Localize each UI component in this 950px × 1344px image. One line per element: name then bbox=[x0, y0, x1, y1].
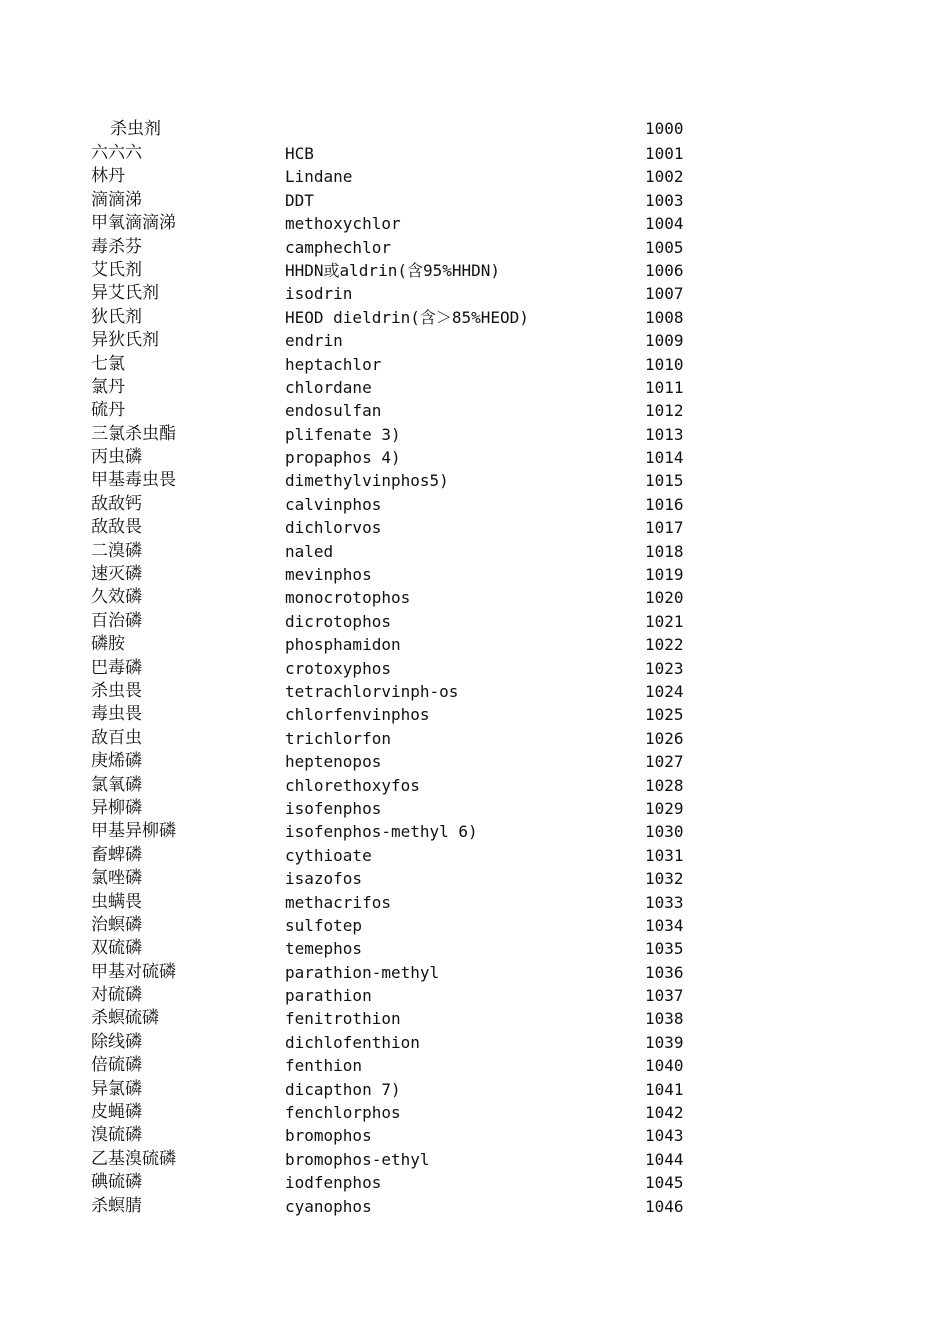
chinese-name-cell: 氯丹 bbox=[91, 376, 125, 397]
english-name-cell: calvinphos bbox=[285, 494, 382, 514]
english-name-cell: chlordane bbox=[285, 377, 372, 397]
english-name-cell: fenthion bbox=[285, 1056, 363, 1076]
chinese-name-cell: 甲基毒虫畏 bbox=[91, 470, 176, 491]
code-cell: 1006 bbox=[645, 260, 684, 280]
english-name-cell: HCB bbox=[285, 144, 314, 163]
chinese-name-cell: 甲基对硫磷 bbox=[91, 961, 176, 982]
code-cell: 1033 bbox=[645, 892, 684, 912]
english-name-cell: dimethylvinphos5) bbox=[285, 471, 449, 491]
table-row bbox=[0, 423, 950, 446]
english-name-cell: monocrotophos bbox=[285, 588, 411, 608]
english-name-cell: parathion bbox=[285, 986, 372, 1006]
english-name-cell: endrin bbox=[285, 331, 343, 351]
category-code: 1000 bbox=[645, 119, 684, 138]
chinese-name-cell: 敌百虫 bbox=[91, 727, 142, 748]
table-row bbox=[0, 703, 950, 726]
table-row bbox=[0, 984, 950, 1007]
code-cell: 1018 bbox=[645, 541, 684, 561]
table-row bbox=[0, 540, 950, 563]
code-cell: 1026 bbox=[645, 728, 684, 748]
code-cell: 1045 bbox=[645, 1173, 684, 1193]
code-cell: 1019 bbox=[645, 565, 684, 585]
english-name-cell: isazofos bbox=[285, 869, 363, 889]
table-row bbox=[0, 657, 950, 680]
code-cell: 1022 bbox=[645, 635, 684, 655]
chinese-name-cell: 敌敌畏 bbox=[91, 517, 142, 538]
table-row bbox=[0, 1148, 950, 1171]
code-cell: 1005 bbox=[645, 237, 684, 257]
english-name-cell: heptachlor bbox=[285, 354, 382, 374]
chinese-name-cell: 皮蝇磷 bbox=[91, 1102, 142, 1123]
english-name-cell: HHDN或aldrin(含95%HHDN) bbox=[285, 260, 501, 280]
chinese-name-cell: 二溴磷 bbox=[91, 540, 142, 561]
table-row bbox=[0, 891, 950, 914]
code-cell: 1002 bbox=[645, 167, 684, 187]
chinese-name-cell: 硫丹 bbox=[91, 400, 125, 421]
table-header-row bbox=[0, 116, 950, 142]
chinese-name-cell: 丙虫磷 bbox=[91, 447, 142, 468]
english-name-cell: bromophos-ethyl bbox=[285, 1149, 430, 1169]
table-row bbox=[0, 353, 950, 376]
code-cell: 1039 bbox=[645, 1032, 684, 1052]
chinese-name-cell: 甲氧滴滴涕 bbox=[91, 213, 176, 234]
pesticide-table bbox=[0, 116, 950, 1218]
table-row bbox=[0, 142, 950, 165]
table-row bbox=[0, 1054, 950, 1077]
chinese-name-cell: 毒杀芬 bbox=[91, 236, 142, 257]
code-cell: 1014 bbox=[645, 448, 684, 468]
table-row bbox=[0, 797, 950, 820]
english-name-cell: bromophos bbox=[285, 1126, 372, 1146]
chinese-name-cell: 狄氏剂 bbox=[91, 306, 142, 327]
chinese-name-cell: 虫螨畏 bbox=[91, 891, 142, 912]
code-cell: 1028 bbox=[645, 775, 684, 795]
code-cell: 1046 bbox=[645, 1196, 684, 1216]
table-body bbox=[0, 142, 950, 1218]
table-row bbox=[0, 282, 950, 305]
chinese-name-cell: 倍硫磷 bbox=[91, 1055, 142, 1076]
table-row bbox=[0, 165, 950, 188]
code-cell: 1024 bbox=[645, 681, 684, 701]
chinese-name-cell: 对硫磷 bbox=[91, 985, 142, 1006]
code-cell: 1023 bbox=[645, 658, 684, 678]
table-row bbox=[0, 820, 950, 843]
code-cell: 1029 bbox=[645, 798, 684, 818]
table-row bbox=[0, 1031, 950, 1054]
english-name-cell: endosulfan bbox=[285, 401, 382, 421]
code-cell: 1037 bbox=[645, 986, 684, 1006]
chinese-name-cell: 甲基异柳磷 bbox=[91, 821, 176, 842]
chinese-name-cell: 磷胺 bbox=[91, 634, 125, 655]
code-cell: 1032 bbox=[645, 869, 684, 889]
chinese-name-cell: 治螟磷 bbox=[91, 914, 142, 935]
code-cell: 1030 bbox=[645, 822, 684, 842]
code-cell: 1041 bbox=[645, 1079, 684, 1099]
english-name-cell: Lindane bbox=[285, 167, 353, 187]
table-row bbox=[0, 750, 950, 773]
chinese-name-cell: 毒虫畏 bbox=[91, 704, 142, 725]
english-name-cell: iodfenphos bbox=[285, 1173, 382, 1193]
code-cell: 1034 bbox=[645, 915, 684, 935]
chinese-name-cell: 巴毒磷 bbox=[91, 657, 142, 678]
table-row bbox=[0, 399, 950, 422]
english-name-cell: mevinphos bbox=[285, 565, 372, 585]
table-row bbox=[0, 306, 950, 329]
english-name-cell: cyanophos bbox=[285, 1196, 372, 1216]
chinese-name-cell: 碘硫磷 bbox=[91, 1172, 142, 1193]
table-row bbox=[0, 259, 950, 282]
chinese-name-cell: 三氯杀虫酯 bbox=[91, 423, 176, 444]
english-name-cell: DDT bbox=[285, 190, 314, 210]
code-cell: 1027 bbox=[645, 752, 684, 772]
code-cell: 1031 bbox=[645, 845, 684, 865]
table-row bbox=[0, 563, 950, 586]
english-name-cell: isodrin bbox=[285, 284, 353, 304]
category-title: 杀虫剂 bbox=[110, 119, 161, 139]
code-cell: 1017 bbox=[645, 518, 684, 538]
table-row bbox=[0, 937, 950, 960]
code-cell: 1020 bbox=[645, 588, 684, 608]
code-cell: 1007 bbox=[645, 284, 684, 304]
code-cell: 1040 bbox=[645, 1056, 684, 1076]
chinese-name-cell: 异狄氏剂 bbox=[91, 330, 159, 351]
table-row bbox=[0, 1007, 950, 1030]
chinese-name-cell: 庚烯磷 bbox=[91, 751, 142, 772]
chinese-name-cell: 林丹 bbox=[91, 166, 125, 187]
english-name-cell: naled bbox=[285, 541, 334, 561]
chinese-name-cell: 杀虫畏 bbox=[91, 680, 142, 701]
table-row bbox=[0, 469, 950, 492]
code-cell: 1012 bbox=[645, 401, 684, 421]
code-cell: 1021 bbox=[645, 611, 684, 631]
english-name-cell: dichlorvos bbox=[285, 518, 382, 538]
table-row bbox=[0, 516, 950, 539]
code-cell: 1015 bbox=[645, 471, 684, 491]
chinese-name-cell: 六六六 bbox=[91, 143, 142, 163]
english-name-cell: parathion-methyl bbox=[285, 962, 440, 982]
english-name-cell: methoxychlor bbox=[285, 214, 401, 234]
table-row bbox=[0, 376, 950, 399]
english-name-cell: propaphos 4) bbox=[285, 448, 401, 468]
chinese-name-cell: 除线磷 bbox=[91, 1031, 142, 1052]
table-row bbox=[0, 586, 950, 609]
chinese-name-cell: 溴硫磷 bbox=[91, 1125, 142, 1146]
english-name-cell: isofenphos bbox=[285, 798, 382, 818]
table-row bbox=[0, 1195, 950, 1218]
table-row bbox=[0, 1171, 950, 1194]
chinese-name-cell: 敌敌钙 bbox=[91, 493, 142, 514]
chinese-name-cell: 百治磷 bbox=[91, 610, 142, 631]
table-row bbox=[0, 236, 950, 259]
english-name-cell: trichlorfon bbox=[285, 728, 391, 748]
english-name-cell: fenitrothion bbox=[285, 1009, 401, 1029]
code-cell: 1036 bbox=[645, 962, 684, 982]
english-name-cell: dicapthon 7) bbox=[285, 1079, 401, 1099]
chinese-name-cell: 速灭磷 bbox=[91, 564, 142, 585]
table-row bbox=[0, 446, 950, 469]
table-row bbox=[0, 633, 950, 656]
code-cell: 1042 bbox=[645, 1103, 684, 1123]
code-cell: 1035 bbox=[645, 939, 684, 959]
english-name-cell: heptenopos bbox=[285, 752, 382, 772]
english-name-cell: methacrifos bbox=[285, 892, 391, 912]
code-cell: 1025 bbox=[645, 705, 684, 725]
table-row bbox=[0, 189, 950, 212]
chinese-name-cell: 杀螟硫磷 bbox=[91, 1008, 159, 1029]
chinese-name-cell: 七氯 bbox=[91, 353, 125, 374]
chinese-name-cell: 异艾氏剂 bbox=[91, 283, 159, 304]
code-cell: 1016 bbox=[645, 494, 684, 514]
table-row bbox=[0, 1101, 950, 1124]
english-name-cell: temephos bbox=[285, 939, 363, 959]
chinese-name-cell: 杀螟腈 bbox=[91, 1195, 142, 1216]
code-cell: 1008 bbox=[645, 307, 684, 327]
english-name-cell: sulfotep bbox=[285, 915, 363, 935]
english-name-cell: isofenphos-methyl 6) bbox=[285, 822, 478, 842]
code-cell: 1004 bbox=[645, 214, 684, 234]
english-name-cell: dichlofenthion bbox=[285, 1032, 420, 1052]
code-cell: 1044 bbox=[645, 1149, 684, 1169]
code-cell: 1009 bbox=[645, 331, 684, 351]
chinese-name-cell: 乙基溴硫磷 bbox=[91, 1148, 176, 1169]
code-cell: 1013 bbox=[645, 424, 684, 444]
chinese-name-cell: 畜蜱磷 bbox=[91, 844, 142, 865]
code-cell: 1010 bbox=[645, 354, 684, 374]
english-name-cell: chlorethoxyfos bbox=[285, 775, 420, 795]
chinese-name-cell: 双硫磷 bbox=[91, 938, 142, 959]
english-name-cell: phosphamidon bbox=[285, 635, 401, 655]
chinese-name-cell: 滴滴涕 bbox=[91, 189, 142, 210]
code-cell: 1001 bbox=[645, 144, 684, 163]
chinese-name-cell: 异氯磷 bbox=[91, 1078, 142, 1099]
chinese-name-cell: 氯唑磷 bbox=[91, 868, 142, 889]
english-name-cell: plifenate 3) bbox=[285, 424, 401, 444]
table-row bbox=[0, 1078, 950, 1101]
table-row bbox=[0, 961, 950, 984]
table-row bbox=[0, 680, 950, 703]
english-name-cell: HEOD dieldrin(含＞85%HEOD) bbox=[285, 307, 529, 327]
table-row bbox=[0, 1124, 950, 1147]
table-row bbox=[0, 212, 950, 235]
english-name-cell: chlorfenvinphos bbox=[285, 705, 430, 725]
english-name-cell: dicrotophos bbox=[285, 611, 391, 631]
table-row bbox=[0, 867, 950, 890]
table-row bbox=[0, 727, 950, 750]
table-row bbox=[0, 844, 950, 867]
chinese-name-cell: 异柳磷 bbox=[91, 797, 142, 818]
english-name-cell: camphechlor bbox=[285, 237, 391, 257]
chinese-name-cell: 艾氏剂 bbox=[91, 259, 142, 280]
table-row bbox=[0, 610, 950, 633]
english-name-cell: cythioate bbox=[285, 845, 372, 865]
chinese-name-cell: 氯氧磷 bbox=[91, 774, 142, 795]
code-cell: 1003 bbox=[645, 190, 684, 210]
table-row bbox=[0, 493, 950, 516]
chinese-name-cell: 久效磷 bbox=[91, 587, 142, 608]
english-name-cell: crotoxyphos bbox=[285, 658, 391, 678]
table-row bbox=[0, 774, 950, 797]
code-cell: 1038 bbox=[645, 1009, 684, 1029]
table-row bbox=[0, 329, 950, 352]
code-cell: 1011 bbox=[645, 377, 684, 397]
code-cell: 1043 bbox=[645, 1126, 684, 1146]
english-name-cell: fenchlorphos bbox=[285, 1103, 401, 1123]
table-row bbox=[0, 914, 950, 937]
english-name-cell: tetrachlorvinph-os bbox=[285, 681, 459, 701]
